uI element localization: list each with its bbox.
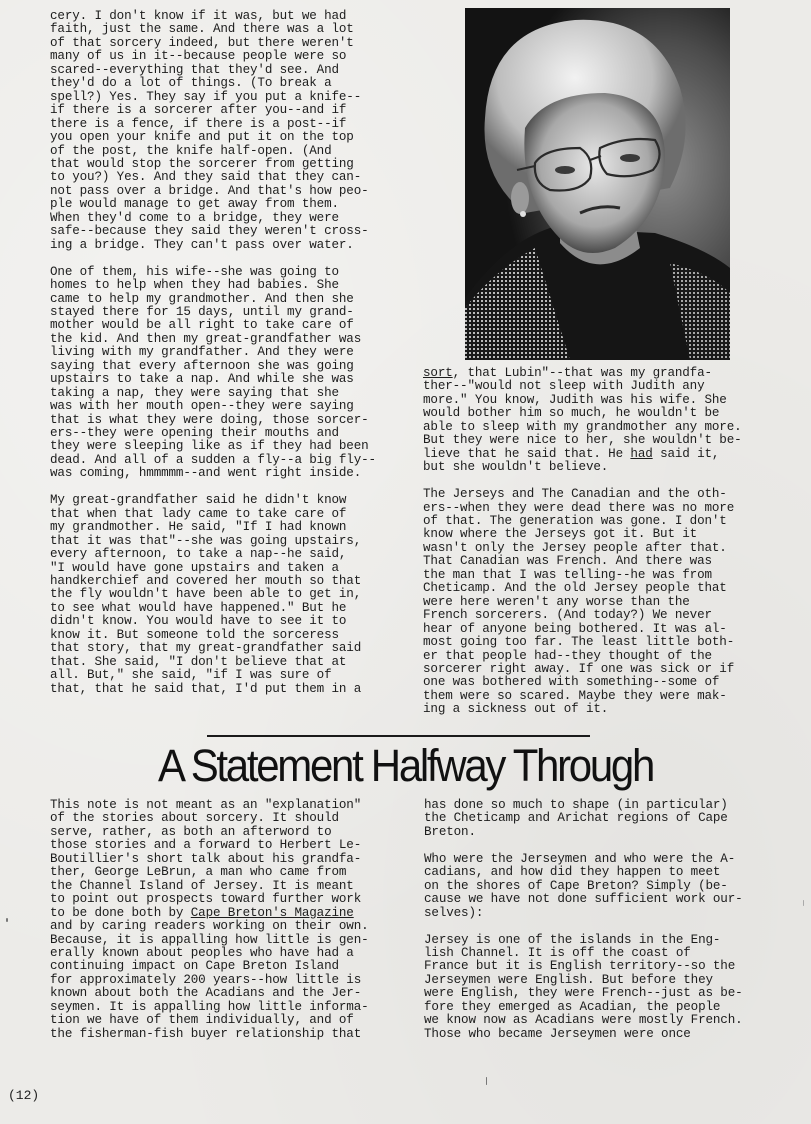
text-line: and by caring readers working on their own. — [50, 919, 369, 934]
text-line: France but it is English territory--so the — [424, 959, 736, 974]
text-line: of the post, the knife half-open. (And — [50, 143, 332, 158]
text-line: Those who became Jerseymen were once — [424, 1026, 691, 1041]
text-line: the man that I was telling--he was from — [423, 567, 712, 582]
text-line: that when that lady came to take care of — [50, 506, 347, 521]
text-line: they were sleeping like as if they had been — [50, 439, 369, 454]
text-line: to point out prospects toward further work — [50, 892, 362, 907]
text-line: wasn't only the Jersey people after that. — [423, 540, 727, 555]
text-line: many of us in it--because people were so — [50, 49, 347, 64]
section-column-right — [424, 799, 743, 1041]
text-line: of that sorcery indeed, but there weren't — [50, 35, 354, 50]
portrait-image — [465, 8, 730, 360]
text-line: selves): — [424, 905, 484, 920]
text-line: the fly wouldn't have been able to get in, — [50, 587, 362, 602]
text-line: ing a bridge. They can't pass over water. — [50, 237, 354, 252]
text-line: were here weren't any worse than the — [423, 594, 690, 609]
text-line: would bother him so much, he wouldn't be — [423, 406, 720, 421]
text-line: mother would be all right to take care of — [50, 318, 354, 333]
text-line: My great-grandfather said he didn't know — [50, 493, 347, 508]
section-divider-rule — [207, 735, 590, 737]
text-line: those stories and a forward to Herbert Le- — [50, 838, 362, 853]
text-line: ers--they were opening their mouths and — [50, 426, 339, 441]
portrait-photo — [465, 8, 730, 360]
text-line: but she wouldn't believe. — [423, 460, 609, 475]
text-line: known about both the Acadians and the Jer- — [50, 986, 362, 1001]
text-line: Boutillier's short talk about his grandfa- — [50, 851, 362, 866]
paragraph — [424, 799, 743, 839]
text-line: that would stop the sorcerer from getting — [50, 156, 354, 171]
text-line: know it. But someone told the sorceress — [50, 627, 339, 642]
text-line: that. She said, "I don't believe that at — [50, 654, 347, 669]
text-line: stayed there for 15 days, until my grand- — [50, 304, 354, 319]
text-line: know where the Jerseys got it. But it — [423, 527, 698, 542]
text-line: able to sleep with my grandmother any more. — [423, 419, 742, 434]
text-line: the Cheticamp and Arichat regions of Cape — [424, 811, 728, 826]
text-line: Breton. — [424, 824, 476, 839]
text-line: That Canadian was French. And there was — [423, 554, 712, 569]
text-line: spell?) Yes. They say if you put a knife-- — [50, 89, 362, 104]
text-line: When they'd come to a bridge, they were — [50, 210, 339, 225]
text-line: to see what would have happened." But he — [50, 600, 347, 615]
text-line: lieve that he said that. He had said it, — [423, 446, 720, 461]
paragraph — [50, 266, 376, 481]
paper-speck — [803, 900, 804, 906]
text-line: safe--because they said they weren't cross- — [50, 224, 369, 239]
text-line: serve, rather, as both an afterword to — [50, 824, 332, 839]
text-line: if there is a sorcerer after you--and if — [50, 103, 347, 118]
text-line: Because, it is appalling how little is gen- — [50, 932, 369, 947]
text-line: has done so much to shape (in particular) — [424, 798, 728, 812]
text-line: scared--everything that they'd see. And — [50, 62, 339, 77]
text-line: One of them, his wife--she was going to — [50, 264, 339, 279]
text-line: that it was that"--she was going upstairs, — [50, 533, 362, 548]
text-line: erally known about peoples who have had a — [50, 945, 354, 960]
text-line: that story, that my great-grandfather said — [50, 641, 362, 656]
text-line: most going too far. The least little both- — [423, 635, 735, 650]
text-line: tion we have of them individually, and of — [50, 1013, 354, 1028]
text-line: continuing impact on Cape Breton Island — [50, 959, 339, 974]
text-line: were English, they were French--just as be- — [424, 986, 743, 1001]
text-line: living with my grandfather. And they were — [50, 345, 354, 360]
text-line: on the shores of Cape Breton? Simply (be- — [424, 878, 728, 893]
paragraph — [423, 488, 742, 717]
text-line: fore they emerged as Acadian, the people — [424, 999, 721, 1014]
text-line: taking a nap, they were saying that she — [50, 385, 339, 400]
text-line: sorcerer right away. If one was sick or if — [423, 661, 735, 676]
text-line: "I would have gone upstairs and taken a — [50, 560, 339, 575]
text-line: Cheticamp. And the old Jersey people that — [423, 581, 727, 596]
text-line: Jersey is one of the islands in the Eng- — [424, 932, 721, 947]
section-column-left — [50, 799, 369, 1041]
section-headline: A Statement Halfway Through — [157, 740, 654, 791]
paragraph — [50, 494, 376, 696]
article-column-top-right — [423, 367, 742, 717]
text-line: ther, George LeBrun, a man who came from — [50, 865, 347, 880]
paper-speck — [6, 918, 8, 922]
paragraph — [424, 853, 743, 920]
text-line: sort, that Lubin"--that was my grandfa- — [423, 366, 712, 380]
text-line: seymen. It is appalling how little informa- — [50, 999, 369, 1014]
text-line: This note is not meant as an "explanation" — [50, 798, 362, 812]
text-line: upstairs to take a nap. And while she was — [50, 372, 354, 387]
text-line: Jerseymen were English. But before they — [424, 972, 713, 987]
text-line: my grandmother. He said, "If I had known — [50, 520, 347, 535]
text-line: faith, just the same. And there was a lot — [50, 22, 354, 37]
text-line: saying that every afternoon she was going — [50, 358, 354, 373]
text-line: all. But," she said, "if I was sure of — [50, 668, 332, 683]
text-line: you open your knife and put it on the top — [50, 130, 354, 145]
text-line: dead. And all of a sudden a fly--a big fly-- — [50, 452, 376, 467]
paper-speck — [486, 1077, 487, 1085]
text-line: for approximately 200 years--how little is — [50, 972, 362, 987]
text-line: French sorcerers. (And today?) We never — [423, 608, 712, 623]
text-line: homes to help when they had babies. She — [50, 278, 339, 293]
text-line: But they were nice to her, she wouldn't be- — [423, 433, 742, 448]
text-line: Who were the Jerseymen and who were the A- — [424, 851, 736, 866]
text-line: of the stories about sorcery. It should — [50, 811, 339, 826]
text-line: handkerchief and covered her mouth so that — [50, 574, 362, 588]
text-line: more." You know, Judith was his wife. She — [423, 392, 727, 407]
page-number: (12) — [8, 1088, 40, 1103]
paragraph — [423, 367, 742, 475]
text-line: to be done both by Cape Breton's Magazine — [50, 905, 354, 920]
text-line: that, that he said that, I'd put them in a — [50, 681, 362, 696]
text-line: of that. The generation was gone. I don't — [423, 513, 727, 528]
text-line: they'd do a lot of things. (To break a — [50, 76, 332, 91]
text-line: there is a fence, if there is a post--if — [50, 116, 347, 131]
text-line: cery. I don't know if it was, but we had — [50, 9, 347, 23]
text-line: was with her mouth open--they were saying — [50, 399, 354, 414]
text-line: came to help my grandmother. And then she — [50, 291, 354, 306]
article-column-top-left — [50, 10, 376, 696]
text-line: one was bothered with something--some of — [423, 675, 720, 690]
paragraph — [50, 10, 376, 252]
text-line: er that people had--they thought of the — [423, 648, 712, 663]
text-line: the kid. And then my great-grandfather was — [50, 331, 362, 346]
text-line: that is what they were doing, those sorcer- — [50, 412, 369, 427]
text-line: every afternoon, to take a nap--he said, — [50, 547, 347, 562]
text-line: ple would manage to get away from them. — [50, 197, 339, 212]
text-line: to you?) Yes. And they said that they can- — [50, 170, 362, 185]
text-line: The Jerseys and The Canadian and the oth- — [423, 487, 727, 502]
text-line: cadians, and how did they happen to meet — [424, 865, 721, 880]
text-line: ers--when they were dead there was no more — [423, 500, 735, 515]
text-line: we know now as Acadians were mostly French. — [424, 1013, 743, 1028]
text-line: ther--"would not sleep with Judith any — [423, 379, 705, 394]
text-line: didn't know. You would have to see it to — [50, 614, 347, 629]
paragraph — [50, 799, 369, 1041]
text-line: them were so scared. Maybe they were mak- — [423, 688, 727, 703]
text-line: was coming, hmmmmm--and went right inside. — [50, 466, 362, 481]
text-line: lish Channel. It is off the coast of — [424, 945, 691, 960]
text-line: cause we have not done sufficient work our- — [424, 892, 743, 907]
text-line: the fisherman-fish buyer relationship that — [50, 1026, 362, 1041]
paragraph — [424, 934, 743, 1042]
text-line: not pass over a bridge. And that's how peo- — [50, 183, 369, 198]
underlined-text: Cape Breton's Magazine — [190, 905, 354, 920]
text-line: hear of anyone being bothered. It was al- — [423, 621, 727, 636]
text-line: ing a sickness out of it. — [423, 702, 609, 717]
text-line: the Channel Island of Jersey. It is meant — [50, 878, 354, 893]
underlined-text: had — [630, 446, 653, 461]
underlined-text: sort — [423, 366, 453, 380]
